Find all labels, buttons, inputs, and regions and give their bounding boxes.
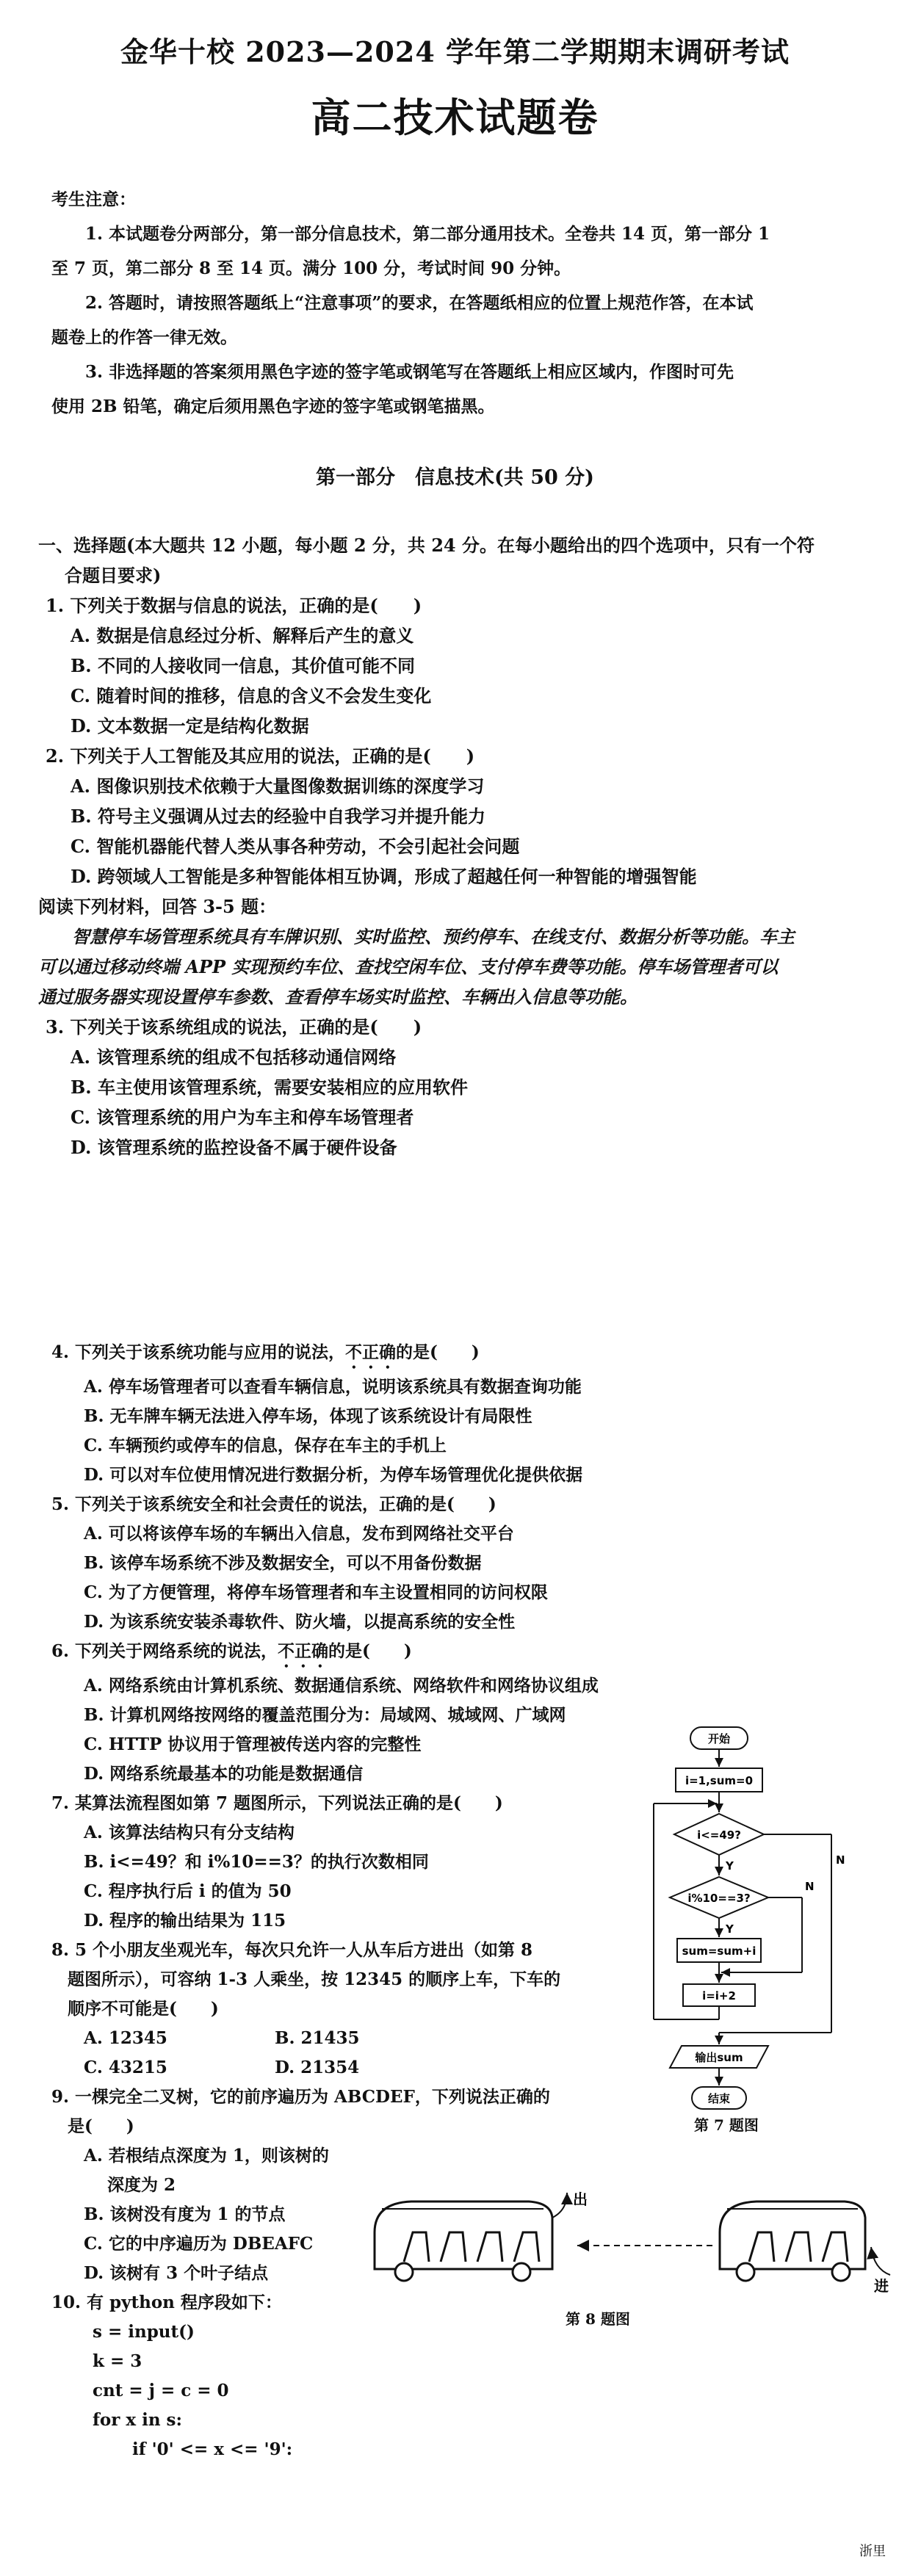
flow-process-label: sum=sum+i [682,1944,756,1958]
flowchart-figure-7 [639,1724,889,2135]
question-9-stem: 是( ) [68,2116,134,2136]
question-2-option: A. 图像识别技术依赖于大量图像数据训练的深度学习 [71,775,485,797]
question-8-options-row [51,2053,668,2083]
code-line: for x in s: [93,2410,182,2430]
question-9-option: C. 它的中序遍历为 DBEAFC [84,2234,314,2254]
question-7-option: C. 程序执行后 i 的值为 50 [84,1881,292,1901]
cart-left [375,2201,552,2281]
question-8-option: A. 12345 [84,2028,167,2048]
question-2-option: C. 智能机器能代替人类从事各种劳动，不会引起社会问题 [71,836,520,857]
questions-upper [38,530,875,1162]
question-9-stem: 9. 一棵完全二叉树，它的前序遍历为 ABCDEF，下列说法正确的 [51,2087,550,2107]
question-8-options-row [51,2024,668,2053]
flow-end-label: 结束 [707,2092,731,2105]
flow-init-label: i=1,sum=0 [685,1774,754,1787]
notice-line: 题卷上的作答一律无效。 [51,328,237,347]
question-4-emphasis: 不正确 [345,1342,397,1362]
question-3-option: B. 车主使用该管理系统，需要安装相应的应用软件 [71,1077,468,1098]
reading-material: 通过服务器实现设置停车参数、查看停车场实时监控、车辆出入信息等功能。 [38,986,638,1007]
code-line: if '0' <= x <= '9': [132,2439,293,2459]
footer-watermark: 浙里 [859,2544,886,2559]
notice-line: 3. 非选择题的答案须用黑色字迹的签字笔或钢笔写在答题纸上相应区域内，作图时可先 [85,362,734,382]
question-4-option: D. 可以对车位使用情况进行数据分析，为停车场管理优化提供依据 [84,1465,583,1485]
flow-output-label: 输出sum [695,2051,743,2064]
question-4-option: C. 车辆预约或停车的信息，保存在车主的手机上 [84,1436,447,1455]
question-5-option: C. 为了方便管理，将停车场管理者和车主设置相同的访问权限 [84,1582,548,1602]
flow-yes-label: Y [726,1859,734,1873]
question-9-option: A. 若根结点深度为 1，则该树的 [84,2146,329,2166]
question-1-stem: 1. 下列关于数据与信息的说法，正确的是( ) [46,595,422,616]
question-6-stem-text: 6. 下列关于网络系统的说法， [51,1641,278,1661]
flow-cond1-label: i<=49? [697,1828,741,1842]
question-4-option: B. 无车牌车辆无法进入停车场，体现了该系统设计有局限性 [84,1406,532,1426]
question-2-stem: 2. 下列关于人工智能及其应用的说法，正确的是( ) [46,745,475,767]
flow-no-label: N [836,1853,845,1867]
question-6-emphasis: 不正确 [278,1641,329,1661]
flow-cond2-label: i%10==3? [687,1892,751,1905]
exam-subtitle: 高二技术试题卷 [311,94,599,141]
reading-intro: 阅读下列材料，回答 3-5 题： [38,896,277,917]
question-8-stem: 顺序不可能是( ) [68,1999,219,2019]
part1-heading: 第一部分 信息技术(共 50 分) [316,466,594,489]
question-8-stem: 8. 5 个小朋友坐观光车，每次只允许一人从车后方进出（如第 8 [51,1940,533,1960]
question-1-option: D. 文本数据一定是结构化数据 [71,715,309,737]
figure-8-caption: 第 8 题图 [566,2310,630,2328]
notice-line: 2. 答题时，请按照答题纸上“注意事项”的要求，在答题纸相应的位置上规范作答，在本试 [85,293,754,313]
question-6-option: D. 网络系统最基本的功能是数据通信 [84,1764,364,1784]
question-3-option: D. 该管理系统的监控设备不属于硬件设备 [71,1137,397,1158]
question-3-option: A. 该管理系统的组成不包括移动通信网络 [71,1046,397,1068]
question-8-option: B. 21435 [275,2028,360,2048]
question-6-stem [51,1637,668,1671]
enter-label: 进 [874,2277,889,2295]
question-6-option: B. 计算机网络按网络的覆盖范围分为：局域网、城域网、广域网 [84,1705,566,1725]
question-1-option: A. 数据是信息经过分析、解释后产生的意义 [71,625,414,646]
question-7-option: D. 程序的输出结果为 115 [84,1911,286,1931]
code-line: s = input() [93,2322,195,2342]
question-10-stem: 10. 有 python 程序段如下： [51,2293,282,2312]
question-2-option: D. 跨领域人工智能是多种智能体相互协调，形成了超越任何一种智能的增强智能 [71,866,697,887]
question-4-option: A. 停车场管理者可以查看车辆信息，说明该系统具有数据查询功能 [84,1377,582,1397]
notice-line: 1. 本试题卷分两部分，第一部分信息技术，第二部分通用技术。全卷共 14 页，第一部分 1 [85,224,770,244]
code-line: cnt = j = c = 0 [93,2381,229,2400]
question-9-option-cont: 深度为 2 [107,2175,176,2195]
question-2-option: B. 符号主义强调从过去的经验中自我学习并提升能力 [71,806,485,827]
question-5-stem: 5. 下列关于该系统安全和社会责任的说法，正确的是( ) [51,1494,496,1514]
question-7-stem: 7. 某算法流程图如第 7 题图所示，下列说法正确的是( ) [51,1793,503,1813]
question-5-option: A. 可以将该停车场的车辆出入信息，发布到网络社交平台 [84,1524,514,1544]
cart-figure-8 [367,2188,896,2298]
question-8-option: C. 43215 [84,2058,167,2077]
question-4-stem [51,1338,668,1372]
exit-label: 出 [573,2190,588,2208]
notice-heading: 考生注意： [51,189,136,209]
figure-7-caption: 第 7 题图 [694,2116,759,2134]
section-heading: 一、选择题(本大题共 12 小题，每小题 2 分，共 24 分。在每小题给出的四个选项中，只有一个符 [38,535,815,556]
code-line: k = 3 [93,2351,142,2371]
reading-material: 可以通过移动终端 APP 实现预约车位、查找空闲车位、支付停车费等功能。停车场管理者可以 [38,956,779,977]
question-5-option: D. 为该系统安装杀毒软件、防火墙，以提高系统的安全性 [84,1612,516,1632]
question-9-option: D. 该树有 3 个叶子结点 [84,2263,269,2283]
question-7-option: A. 该算法结构只有分支结构 [84,1823,295,1842]
exam-title: 金华十校 2023—2024 学年第二学期期末调研考试 [120,35,790,68]
flow-increment-label: i=i+2 [702,1989,736,2002]
question-4-stem-text: 4. 下列关于该系统功能与应用的说法， [51,1342,346,1362]
reading-material: 智慧停车场管理系统具有车牌识别、实时监控、预约停车、在线支付、数据分析等功能。车主 [72,926,795,947]
notice-line: 至 7 页，第二部分 8 至 14 页。满分 100 分，考试时间 90 分钟。 [51,258,571,278]
question-7-option: B. i<=49？和 i%10==3？的执行次数相同 [84,1852,429,1872]
question-8-stem: 题图所示），可容纳 1-3 人乘坐，按 12345 的顺序上车，下车的 [68,1969,561,1989]
question-1-option: C. 随着时间的推移，信息的含义不会发生变化 [71,685,432,706]
notice-line: 使用 2B 铅笔，确定后须用黑色字迹的签字笔或钢笔描黑。 [51,397,495,416]
question-5-option: B. 该停车场系统不涉及数据安全，可以不用备份数据 [84,1553,482,1573]
question-6-stem-end: 的是( ) [328,1641,412,1661]
question-1-option: B. 不同的人接收同一信息，其价值可能不同 [71,655,415,676]
flow-yes-label: Y [726,1922,734,1936]
question-9-option: B. 该树没有度为 1 的节点 [84,2204,286,2224]
flow-no-label: N [805,1880,815,1893]
section-heading-cont: 合题目要求) [65,565,162,586]
question-8-option: D. 21354 [275,2058,360,2077]
question-3-stem: 3. 下列关于该系统组成的说法，正确的是( ) [46,1016,422,1038]
question-6-option: A. 网络系统由计算机系统、数据通信系统、网络软件和网络协议组成 [84,1676,599,1696]
candidate-notice [51,182,874,424]
flow-start-label: 开始 [707,1732,731,1745]
cart-right [720,2201,865,2281]
question-3-option: C. 该管理系统的用户为车主和停车场管理者 [71,1107,414,1128]
question-6-option: C. HTTP 协议用于管理被传送内容的完整性 [84,1734,422,1754]
question-4-stem-end: 的是( ) [396,1342,480,1362]
